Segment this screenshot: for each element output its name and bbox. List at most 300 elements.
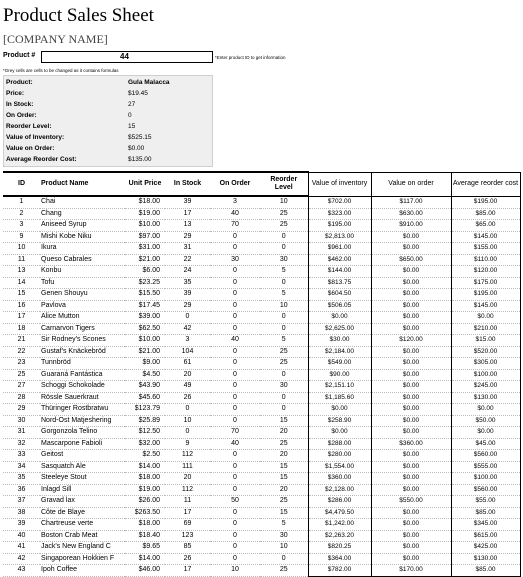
cell-reorder-level[interactable]: 25 [260, 358, 308, 370]
cell-value-order[interactable]: $910.00 [371, 220, 451, 232]
cell-in-stock[interactable]: 39 [165, 289, 210, 301]
cell-value-order[interactable]: $0.00 [371, 507, 451, 519]
cell-unit-price[interactable]: $23.25 [125, 277, 165, 289]
cell-id[interactable]: 3 [3, 220, 40, 232]
cell-id[interactable]: 15 [3, 289, 40, 301]
cell-value-inventory[interactable]: $1,185.60 [308, 392, 371, 404]
cell-on-order[interactable]: 50 [210, 496, 260, 508]
cell-product-name[interactable]: Gravad lax [40, 496, 125, 508]
table-body [3, 196, 520, 576]
cell-value-inventory[interactable]: $813.75 [308, 277, 371, 289]
cell-on-order[interactable]: 0 [210, 231, 260, 243]
cell-on-order[interactable]: 0 [210, 542, 260, 554]
cell-value-order[interactable]: $0.00 [371, 323, 451, 335]
cell-id[interactable]: 27 [3, 381, 40, 393]
cell-reorder-level[interactable]: 0 [260, 231, 308, 243]
cell-reorder-level[interactable]: 10 [260, 196, 308, 208]
cell-id[interactable]: 35 [3, 473, 40, 485]
cell-avg-reorder-cost[interactable]: $120.00 [451, 266, 520, 278]
cell-avg-reorder-cost[interactable]: $45.00 [451, 438, 520, 450]
cell-value-inventory[interactable]: $1,554.00 [308, 461, 371, 473]
cell-on-order[interactable]: 40 [210, 335, 260, 347]
cell-avg-reorder-cost[interactable]: $210.00 [451, 323, 520, 335]
cell-product-name[interactable]: Tunnbröd [40, 358, 125, 370]
cell-unit-price[interactable]: $18.40 [125, 530, 165, 542]
cell-on-order[interactable]: 30 [210, 254, 260, 266]
cell-avg-reorder-cost[interactable]: $560.00 [451, 450, 520, 462]
cell-reorder-level[interactable]: 0 [260, 323, 308, 335]
cell-id[interactable]: 16 [3, 300, 40, 312]
cell-value-order[interactable]: $0.00 [371, 358, 451, 370]
cell-value-inventory[interactable]: $2,625.00 [308, 323, 371, 335]
cell-id[interactable]: 32 [3, 438, 40, 450]
cell-on-order[interactable]: 40 [210, 438, 260, 450]
cell-in-stock[interactable]: 42 [165, 323, 210, 335]
cell-value-inventory[interactable]: $2,813.00 [308, 231, 371, 243]
cell-reorder-level[interactable]: 30 [260, 254, 308, 266]
cell-on-order[interactable]: 0 [210, 266, 260, 278]
cell-unit-price[interactable]: $21.00 [125, 346, 165, 358]
cell-product-name[interactable]: Gorgonzola Telino [40, 427, 125, 439]
cell-value-inventory[interactable]: $323.00 [308, 208, 371, 220]
cell-avg-reorder-cost[interactable]: $145.00 [451, 300, 520, 312]
cell-avg-reorder-cost[interactable]: $65.00 [451, 220, 520, 232]
cell-value-order[interactable]: $0.00 [371, 381, 451, 393]
cell-value-order[interactable]: $0.00 [371, 346, 451, 358]
cell-reorder-level[interactable]: 0 [260, 243, 308, 255]
cell-reorder-level[interactable]: 25 [260, 208, 308, 220]
cell-avg-reorder-cost[interactable]: $0.00 [451, 404, 520, 416]
cell-reorder-level[interactable]: 0 [260, 369, 308, 381]
cell-in-stock[interactable]: 9 [165, 438, 210, 450]
cell-on-order[interactable]: 0 [210, 392, 260, 404]
cell-unit-price[interactable]: $45.60 [125, 392, 165, 404]
cell-unit-price[interactable]: $18.00 [125, 473, 165, 485]
cell-product-name[interactable]: Jack's New England C [40, 542, 125, 554]
cell-avg-reorder-cost[interactable]: $100.00 [451, 473, 520, 485]
cell-value-order[interactable]: $0.00 [371, 415, 451, 427]
cell-id[interactable]: 25 [3, 369, 40, 381]
cell-id[interactable]: 18 [3, 323, 40, 335]
cell-product-name[interactable]: Steeleye Stout [40, 473, 125, 485]
cell-value-order[interactable]: $0.00 [371, 484, 451, 496]
cell-reorder-level[interactable]: 20 [260, 450, 308, 462]
cell-id[interactable]: 39 [3, 519, 40, 531]
cell-product-name[interactable]: Côte de Blaye [40, 507, 125, 519]
cell-avg-reorder-cost[interactable]: $175.00 [451, 277, 520, 289]
cell-value-inventory[interactable]: $462.00 [308, 254, 371, 266]
cell-value-inventory[interactable]: $360.00 [308, 473, 371, 485]
cell-id[interactable]: 1 [3, 196, 40, 208]
cell-value-order[interactable]: $650.00 [371, 254, 451, 266]
cell-product-name[interactable]: Mishi Kobe Niku [40, 231, 125, 243]
cell-on-order[interactable]: 0 [210, 484, 260, 496]
cell-avg-reorder-cost[interactable]: $130.00 [451, 553, 520, 565]
cell-value-order[interactable]: $0.00 [371, 300, 451, 312]
cell-in-stock[interactable]: 26 [165, 553, 210, 565]
cell-on-order[interactable]: 0 [210, 450, 260, 462]
cell-unit-price[interactable]: $15.50 [125, 289, 165, 301]
cell-product-name[interactable]: Chartreuse verte [40, 519, 125, 531]
cell-reorder-level[interactable]: 25 [260, 438, 308, 450]
cell-value-order[interactable]: $0.00 [371, 553, 451, 565]
cell-value-inventory[interactable]: $604.50 [308, 289, 371, 301]
cell-value-inventory[interactable]: $195.00 [308, 220, 371, 232]
cell-on-order[interactable]: 0 [210, 300, 260, 312]
cell-unit-price[interactable]: $43.90 [125, 381, 165, 393]
cell-value-order[interactable]: $0.00 [371, 450, 451, 462]
cell-value-order[interactable]: $630.00 [371, 208, 451, 220]
cell-value-inventory[interactable]: $549.00 [308, 358, 371, 370]
cell-in-stock[interactable]: 112 [165, 484, 210, 496]
cell-avg-reorder-cost[interactable]: $110.00 [451, 254, 520, 266]
cell-in-stock[interactable]: 69 [165, 519, 210, 531]
cell-avg-reorder-cost[interactable]: $85.00 [451, 565, 520, 577]
cell-value-order[interactable]: $550.00 [371, 496, 451, 508]
cell-reorder-level[interactable]: 5 [260, 266, 308, 278]
cell-value-order[interactable]: $0.00 [371, 530, 451, 542]
cell-on-order[interactable]: 0 [210, 289, 260, 301]
cell-unit-price[interactable]: $62.50 [125, 323, 165, 335]
cell-id[interactable]: 28 [3, 392, 40, 404]
cell-value-order[interactable]: $0.00 [371, 392, 451, 404]
cell-unit-price[interactable]: $9.65 [125, 542, 165, 554]
cell-product-name[interactable]: Rössle Sauerkraut [40, 392, 125, 404]
cell-in-stock[interactable]: 0 [165, 312, 210, 324]
cell-reorder-level[interactable]: 5 [260, 289, 308, 301]
cell-value-inventory[interactable]: $286.00 [308, 496, 371, 508]
cell-id[interactable]: 34 [3, 461, 40, 473]
cell-value-inventory[interactable]: $364.00 [308, 553, 371, 565]
cell-value-inventory[interactable]: $288.00 [308, 438, 371, 450]
cell-unit-price[interactable]: $19.00 [125, 484, 165, 496]
cell-in-stock[interactable]: 17 [165, 565, 210, 577]
cell-reorder-level[interactable]: 25 [260, 220, 308, 232]
cell-avg-reorder-cost[interactable]: $145.00 [451, 231, 520, 243]
cell-unit-price[interactable]: $18.00 [125, 519, 165, 531]
cell-value-inventory[interactable]: $820.25 [308, 542, 371, 554]
cell-reorder-level[interactable]: 30 [260, 381, 308, 393]
cell-value-order[interactable]: $0.00 [371, 277, 451, 289]
cell-on-order[interactable]: 0 [210, 369, 260, 381]
cell-on-order[interactable]: 0 [210, 358, 260, 370]
cell-in-stock[interactable]: 26 [165, 392, 210, 404]
cell-avg-reorder-cost[interactable]: $130.00 [451, 392, 520, 404]
cell-product-name[interactable]: Genen Shouyu [40, 289, 125, 301]
cell-unit-price[interactable]: $6.00 [125, 266, 165, 278]
cell-reorder-level[interactable]: 15 [260, 473, 308, 485]
cell-product-name[interactable]: Guaraná Fantástica [40, 369, 125, 381]
cell-unit-price[interactable]: $4.50 [125, 369, 165, 381]
cell-id[interactable]: 36 [3, 484, 40, 496]
cell-on-order[interactable]: 40 [210, 208, 260, 220]
cell-on-order[interactable]: 10 [210, 565, 260, 577]
cell-unit-price[interactable]: $2.50 [125, 450, 165, 462]
cell-reorder-level[interactable]: 20 [260, 427, 308, 439]
cell-product-name[interactable]: Chang [40, 208, 125, 220]
cell-unit-price[interactable]: $31.00 [125, 243, 165, 255]
cell-avg-reorder-cost[interactable]: $195.00 [451, 196, 520, 208]
cell-in-stock[interactable]: 104 [165, 346, 210, 358]
cell-in-stock[interactable]: 111 [165, 461, 210, 473]
cell-unit-price[interactable]: $21.00 [125, 254, 165, 266]
cell-value-order[interactable]: $0.00 [371, 243, 451, 255]
cell-value-order[interactable]: $0.00 [371, 461, 451, 473]
cell-product-name[interactable]: Chai [40, 196, 125, 208]
cell-avg-reorder-cost[interactable]: $85.00 [451, 208, 520, 220]
cell-avg-reorder-cost[interactable]: $55.00 [451, 496, 520, 508]
cell-on-order[interactable]: 0 [210, 346, 260, 358]
cell-on-order[interactable]: 0 [210, 404, 260, 416]
cell-in-stock[interactable]: 49 [165, 381, 210, 393]
cell-value-inventory[interactable]: $4,479.50 [308, 507, 371, 519]
cell-value-inventory[interactable]: $144.00 [308, 266, 371, 278]
cell-value-inventory[interactable]: $702.00 [308, 196, 371, 208]
cell-unit-price[interactable]: $32.00 [125, 438, 165, 450]
cell-id[interactable]: 37 [3, 496, 40, 508]
cell-unit-price[interactable]: $46.00 [125, 565, 165, 577]
cell-reorder-level[interactable]: 10 [260, 300, 308, 312]
cell-value-order[interactable]: $0.00 [371, 266, 451, 278]
cell-product-name[interactable]: Nord-Ost Matjeshering [40, 415, 125, 427]
cell-product-name[interactable]: Konbu [40, 266, 125, 278]
cell-reorder-level[interactable]: 0 [260, 277, 308, 289]
cell-id[interactable]: 43 [3, 565, 40, 577]
cell-in-stock[interactable]: 123 [165, 530, 210, 542]
cell-product-name[interactable]: Singaporean Hokkien F [40, 553, 125, 565]
cell-value-inventory[interactable]: $90.00 [308, 369, 371, 381]
cell-in-stock[interactable]: 10 [165, 415, 210, 427]
cell-on-order[interactable]: 70 [210, 427, 260, 439]
cell-in-stock[interactable]: 31 [165, 243, 210, 255]
cell-unit-price[interactable]: $12.50 [125, 427, 165, 439]
cell-in-stock[interactable]: 29 [165, 231, 210, 243]
cell-value-order[interactable]: $0.00 [371, 312, 451, 324]
cell-avg-reorder-cost[interactable]: $245.00 [451, 381, 520, 393]
cell-product-name[interactable]: Mascarpone Fabioli [40, 438, 125, 450]
cell-unit-price[interactable]: $9.00 [125, 358, 165, 370]
cell-id[interactable]: 9 [3, 231, 40, 243]
cell-unit-price[interactable]: $25.89 [125, 415, 165, 427]
cell-avg-reorder-cost[interactable]: $0.00 [451, 312, 520, 324]
cell-on-order[interactable]: 0 [210, 323, 260, 335]
cell-reorder-level[interactable]: 15 [260, 461, 308, 473]
cell-on-order[interactable]: 70 [210, 220, 260, 232]
cell-avg-reorder-cost[interactable]: $15.00 [451, 335, 520, 347]
cell-on-order[interactable]: 0 [210, 519, 260, 531]
cell-in-stock[interactable]: 13 [165, 220, 210, 232]
cell-id[interactable]: 13 [3, 266, 40, 278]
cell-product-name[interactable]: Sasquatch Ale [40, 461, 125, 473]
cell-value-inventory[interactable]: $0.00 [308, 312, 371, 324]
cell-id[interactable]: 17 [3, 312, 40, 324]
cell-value-order[interactable]: $360.00 [371, 438, 451, 450]
cell-value-inventory[interactable]: $30.00 [308, 335, 371, 347]
cell-id[interactable]: 2 [3, 208, 40, 220]
cell-unit-price[interactable]: $123.79 [125, 404, 165, 416]
cell-unit-price[interactable]: $18.00 [125, 196, 165, 208]
cell-unit-price[interactable]: $17.45 [125, 300, 165, 312]
cell-in-stock[interactable]: 22 [165, 254, 210, 266]
cell-product-name[interactable]: Boston Crab Meat [40, 530, 125, 542]
cell-unit-price[interactable]: $10.00 [125, 335, 165, 347]
cell-value-order[interactable]: $0.00 [371, 427, 451, 439]
cell-on-order[interactable]: 0 [210, 507, 260, 519]
cell-in-stock[interactable]: 112 [165, 450, 210, 462]
cell-unit-price[interactable]: $14.00 [125, 461, 165, 473]
cell-in-stock[interactable]: 0 [165, 404, 210, 416]
cell-in-stock[interactable]: 20 [165, 369, 210, 381]
cell-id[interactable]: 38 [3, 507, 40, 519]
cell-unit-price[interactable]: $97.00 [125, 231, 165, 243]
cell-value-order[interactable]: $0.00 [371, 542, 451, 554]
cell-unit-price[interactable]: $263.50 [125, 507, 165, 519]
cell-value-order[interactable]: $0.00 [371, 473, 451, 485]
cell-avg-reorder-cost[interactable]: $560.00 [451, 484, 520, 496]
cell-on-order[interactable]: 0 [210, 461, 260, 473]
cell-reorder-level[interactable]: 10 [260, 542, 308, 554]
cell-unit-price[interactable]: $19.00 [125, 208, 165, 220]
cell-reorder-level[interactable]: 5 [260, 335, 308, 347]
cell-avg-reorder-cost[interactable]: $345.00 [451, 519, 520, 531]
cell-product-name[interactable]: Alice Mutton [40, 312, 125, 324]
cell-value-order[interactable]: $170.00 [371, 565, 451, 577]
cell-value-order[interactable]: $0.00 [371, 404, 451, 416]
cell-value-order[interactable]: $0.00 [371, 231, 451, 243]
cell-reorder-level[interactable]: 15 [260, 415, 308, 427]
cell-id[interactable]: 14 [3, 277, 40, 289]
cell-avg-reorder-cost[interactable]: $155.00 [451, 243, 520, 255]
cell-on-order[interactable]: 0 [210, 312, 260, 324]
cell-value-order[interactable]: $117.00 [371, 196, 451, 208]
cell-product-name[interactable]: Gustaf's Knäckebröd [40, 346, 125, 358]
cell-reorder-level[interactable]: 15 [260, 507, 308, 519]
cell-in-stock[interactable]: 17 [165, 507, 210, 519]
cell-in-stock[interactable]: 11 [165, 496, 210, 508]
cell-in-stock[interactable]: 0 [165, 427, 210, 439]
cell-value-order[interactable]: $120.00 [371, 335, 451, 347]
cell-reorder-level[interactable]: 25 [260, 496, 308, 508]
cell-id[interactable]: 33 [3, 450, 40, 462]
cell-id[interactable]: 30 [3, 415, 40, 427]
cell-product-name[interactable]: Ikura [40, 243, 125, 255]
cell-in-stock[interactable]: 39 [165, 196, 210, 208]
cell-unit-price[interactable]: $26.00 [125, 496, 165, 508]
cell-in-stock[interactable]: 61 [165, 358, 210, 370]
cell-reorder-level[interactable]: 5 [260, 519, 308, 531]
cell-in-stock[interactable]: 24 [165, 266, 210, 278]
cell-value-order[interactable]: $0.00 [371, 369, 451, 381]
cell-product-name[interactable]: Carnarvon Tigers [40, 323, 125, 335]
cell-on-order[interactable]: 0 [210, 277, 260, 289]
cell-on-order[interactable]: 0 [210, 473, 260, 485]
cell-value-order[interactable]: $0.00 [371, 289, 451, 301]
cell-on-order[interactable]: 0 [210, 243, 260, 255]
cell-unit-price[interactable]: $10.00 [125, 220, 165, 232]
cell-on-order[interactable]: 0 [210, 381, 260, 393]
cell-value-inventory[interactable]: $2,128.00 [308, 484, 371, 496]
company-name[interactable]: [COMPANY NAME] [3, 32, 108, 46]
cell-product-name[interactable]: Schoggi Schokolade [40, 381, 125, 393]
cell-avg-reorder-cost[interactable]: $85.00 [451, 507, 520, 519]
cell-avg-reorder-cost[interactable]: $0.00 [451, 427, 520, 439]
cell-value-inventory[interactable]: $258.90 [308, 415, 371, 427]
cell-on-order[interactable]: 3 [210, 196, 260, 208]
cell-id[interactable]: 21 [3, 335, 40, 347]
cell-id[interactable]: 22 [3, 346, 40, 358]
cell-id[interactable]: 31 [3, 427, 40, 439]
cell-reorder-level[interactable]: 25 [260, 565, 308, 577]
cell-reorder-level[interactable]: 0 [260, 392, 308, 404]
cell-value-inventory[interactable]: $782.00 [308, 565, 371, 577]
cell-reorder-level[interactable]: 0 [260, 404, 308, 416]
cell-product-name[interactable]: Pavlova [40, 300, 125, 312]
cell-product-name[interactable]: Ipoh Coffee [40, 565, 125, 577]
cell-avg-reorder-cost[interactable]: $520.00 [451, 346, 520, 358]
cell-in-stock[interactable]: 3 [165, 335, 210, 347]
cell-id[interactable]: 23 [3, 358, 40, 370]
cell-in-stock[interactable]: 20 [165, 473, 210, 485]
cell-reorder-level[interactable]: 30 [260, 530, 308, 542]
cell-in-stock[interactable]: 17 [165, 208, 210, 220]
cell-value-order[interactable]: $0.00 [371, 519, 451, 531]
cell-in-stock[interactable]: 35 [165, 277, 210, 289]
cell-in-stock[interactable]: 29 [165, 300, 210, 312]
cell-value-inventory[interactable]: $0.00 [308, 427, 371, 439]
cell-id[interactable]: 11 [3, 254, 40, 266]
cell-value-inventory[interactable]: $0.00 [308, 404, 371, 416]
cell-product-name[interactable]: Queso Cabrales [40, 254, 125, 266]
cell-product-name[interactable]: Tofu [40, 277, 125, 289]
cell-reorder-level[interactable]: 25 [260, 346, 308, 358]
cell-avg-reorder-cost[interactable]: $100.00 [451, 369, 520, 381]
cell-id[interactable]: 42 [3, 553, 40, 565]
cell-on-order[interactable]: 0 [210, 553, 260, 565]
cell-on-order[interactable]: 0 [210, 530, 260, 542]
cell-reorder-level[interactable]: 0 [260, 312, 308, 324]
cell-id[interactable]: 29 [3, 404, 40, 416]
cell-value-inventory[interactable]: $2,184.00 [308, 346, 371, 358]
cell-avg-reorder-cost[interactable]: $305.00 [451, 358, 520, 370]
cell-value-inventory[interactable]: $280.00 [308, 450, 371, 462]
cell-in-stock[interactable]: 85 [165, 542, 210, 554]
cell-value-inventory[interactable]: $2,151.10 [308, 381, 371, 393]
cell-avg-reorder-cost[interactable]: $615.00 [451, 530, 520, 542]
cell-id[interactable]: 10 [3, 243, 40, 255]
cell-id[interactable]: 41 [3, 542, 40, 554]
cell-product-name[interactable]: Thüringer Rostbratwu [40, 404, 125, 416]
cell-on-order[interactable]: 0 [210, 415, 260, 427]
cell-reorder-level[interactable]: 0 [260, 553, 308, 565]
cell-avg-reorder-cost[interactable]: $425.00 [451, 542, 520, 554]
cell-unit-price[interactable]: $39.00 [125, 312, 165, 324]
cell-product-name[interactable]: Sir Rodney's Scones [40, 335, 125, 347]
cell-value-inventory[interactable]: $961.00 [308, 243, 371, 255]
cell-product-name[interactable]: Aniseed Syrup [40, 220, 125, 232]
cell-product-name[interactable]: Inlagd Sill [40, 484, 125, 496]
cell-value-inventory[interactable]: $1,242.00 [308, 519, 371, 531]
product-number-input[interactable] [41, 51, 213, 63]
cell-reorder-level[interactable]: 20 [260, 484, 308, 496]
cell-product-name[interactable]: Geitost [40, 450, 125, 462]
cell-value-inventory[interactable]: $506.05 [308, 300, 371, 312]
cell-unit-price[interactable]: $14.00 [125, 553, 165, 565]
cell-id[interactable]: 40 [3, 530, 40, 542]
cell-avg-reorder-cost[interactable]: $555.00 [451, 461, 520, 473]
cell-avg-reorder-cost[interactable]: $195.00 [451, 289, 520, 301]
cell-value-inventory[interactable]: $2,263.20 [308, 530, 371, 542]
cell-avg-reorder-cost[interactable]: $50.00 [451, 415, 520, 427]
